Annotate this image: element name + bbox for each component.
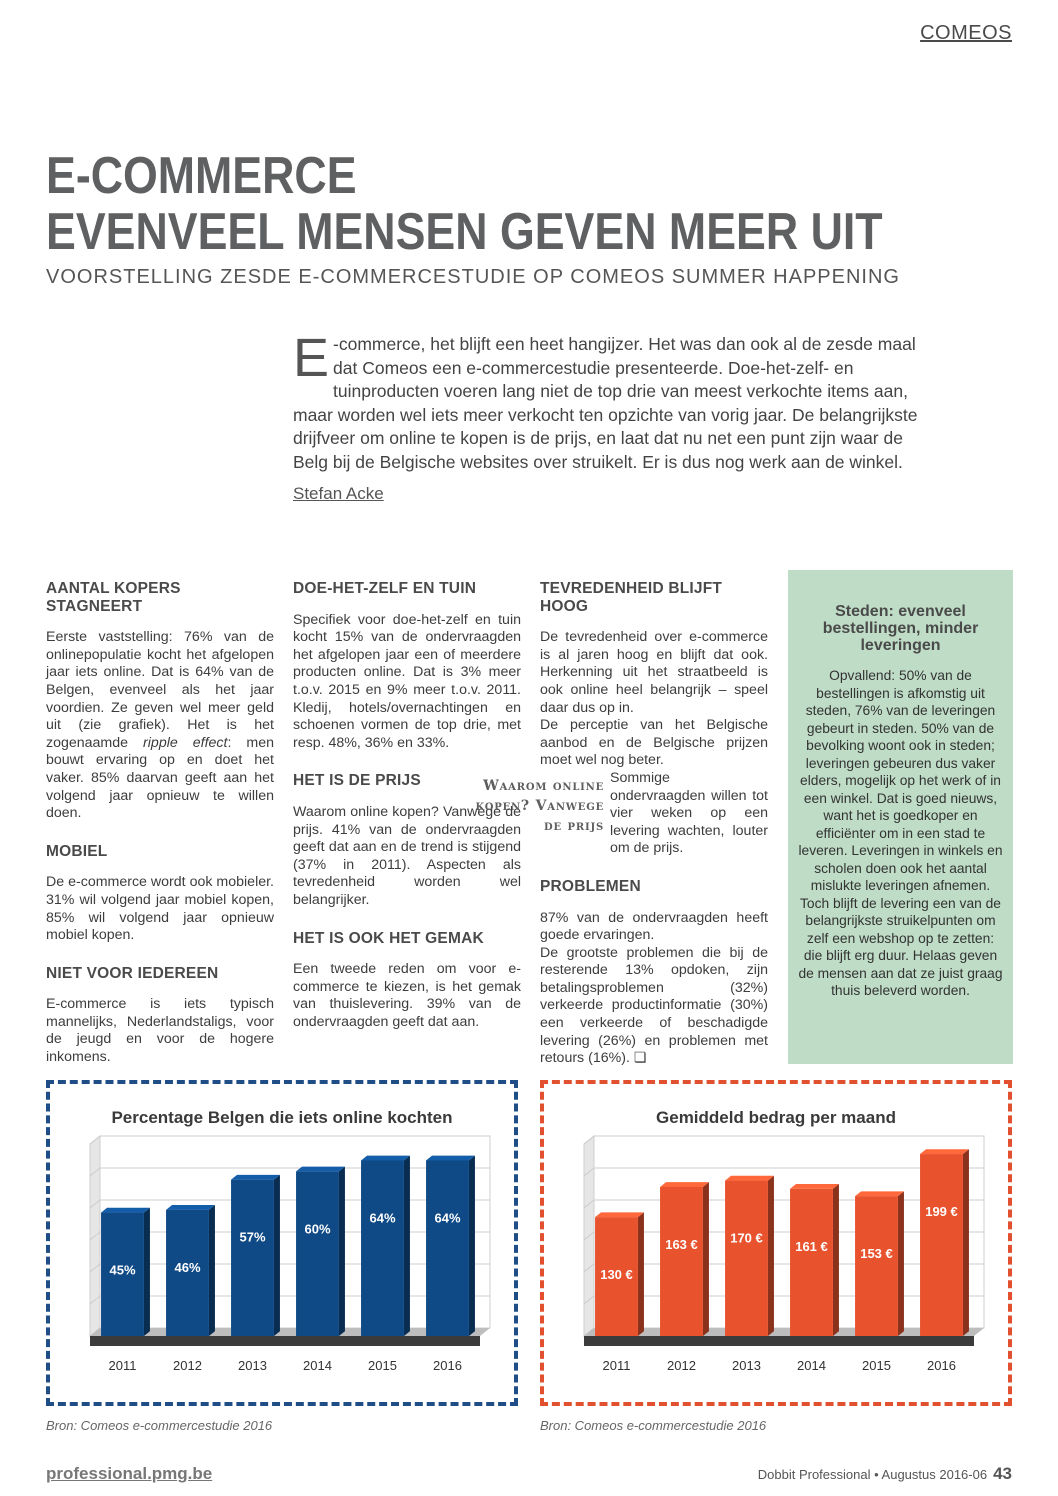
- data-label: 199 €: [925, 1204, 958, 1220]
- sidebar-box: [788, 570, 1013, 1064]
- x-tick-label: 2014: [797, 1358, 826, 1373]
- bar-top: [296, 1167, 345, 1172]
- text: De grootste problemen die bij de resterende 13% opdoken, zijn betalingsproblemen (32%) verkeerde productinformatie (30%) een verkeerde of beschadigde levering (26%) en problemen met retours (16%).: [540, 944, 768, 1067]
- x-tick-label: 2016: [927, 1358, 956, 1373]
- bar-side: [469, 1156, 475, 1336]
- chart-monthly-spend: [540, 1080, 1012, 1406]
- x-tick-label: 2011: [602, 1358, 631, 1373]
- bar-top: [426, 1156, 475, 1161]
- chart-online-buyers: [46, 1080, 518, 1406]
- section-heading: AANTAL KOPERS STAGNEERT: [46, 580, 181, 615]
- data-label: 161 €: [795, 1238, 828, 1254]
- bar-side: [144, 1208, 150, 1336]
- bar-top: [595, 1212, 644, 1217]
- intro-paragraph: [293, 328, 933, 474]
- paragraph: De e-commerce wordt ook mobieler. 31% wil volgend jaar mobiel kopen, 85% wil volgend jaar opnieuw mobiel kopen.: [46, 874, 274, 944]
- bar-top: [101, 1208, 150, 1213]
- drop-cap: E: [293, 328, 330, 388]
- chart-title: Percentage Belgen die iets online kochten: [111, 1108, 453, 1127]
- paragraph: [46, 629, 274, 823]
- title-line-1: E-COMMERCE: [46, 147, 357, 205]
- publication-name: Dobbit Professional • Augustus 2016-06: [757, 1467, 988, 1482]
- bar-top: [725, 1176, 774, 1181]
- bar-top: [790, 1184, 839, 1189]
- x-tick-label: 2015: [368, 1358, 397, 1373]
- section-heading: MOBIEL: [46, 842, 108, 860]
- section-heading: DOE-HET-ZELF EN TUIN: [293, 580, 477, 597]
- column-1: [46, 580, 274, 1087]
- chart-monthly-spend-plot: [544, 1084, 1008, 1402]
- section-heading: HET IS DE PRIJS: [293, 772, 421, 790]
- bar: [231, 1180, 274, 1336]
- section-heading: TEVREDENHEID BLIJFT HOOG: [540, 580, 723, 615]
- x-tick-label: 2012: [667, 1358, 696, 1373]
- paragraph: Sommige ondervraagden willen tot vier weken op een levering wachten, louter om de prijs.: [610, 769, 768, 857]
- bar-side: [703, 1182, 709, 1336]
- author-link[interactable]: Stefan Acke: [293, 484, 384, 503]
- bar: [660, 1187, 703, 1336]
- bar: [426, 1160, 469, 1336]
- bar-top: [855, 1191, 904, 1196]
- bar: [296, 1171, 339, 1336]
- bar: [920, 1154, 963, 1336]
- data-label: 46%: [174, 1259, 201, 1275]
- bar-side: [898, 1191, 904, 1336]
- chart-floor-edge: [90, 1336, 480, 1346]
- paragraph: De tevredenheid over e-commerce is al jaren hoog en blijft dat ook. Herkenning uit het straatbeeld is ook online heel belangrijk – speel daar dus op in.: [540, 629, 768, 716]
- x-tick-label: 2012: [173, 1358, 202, 1373]
- bar-side: [404, 1156, 410, 1336]
- paragraph: E-commerce is iets typisch mannelijks, Nederlandstaligs, voor de jeugd en voor de hogere inkomens.: [46, 996, 274, 1066]
- text: Eerste vaststelling: 76% van de onlinepopulatie kocht het afgelopen jaar iets online. Dat is 64% van de Belgen, evenveel als het jaar voordien. Ze geven wel meer geld uit (zie grafiek). Het is het zogenaamde: [46, 629, 274, 751]
- x-tick-label: 2011: [108, 1358, 137, 1373]
- section-tag: COMEOS: [920, 22, 1012, 44]
- data-label: 60%: [304, 1221, 331, 1237]
- chart-title: Gemiddeld bedrag per maand: [656, 1108, 896, 1127]
- chart-source: Bron: Comeos e-commercestudie 2016: [46, 1418, 273, 1433]
- bar-side: [638, 1212, 644, 1336]
- data-label: 170 €: [730, 1230, 763, 1246]
- subtitle: VOORSTELLING ZESDE E-COMMERCESTUDIE OP COMEOS SUMMER HAPPENING: [46, 266, 900, 288]
- footer-publication: [758, 1464, 1012, 1484]
- bar-side: [833, 1184, 839, 1336]
- bar-top: [361, 1156, 410, 1161]
- page-number: 43: [993, 1464, 1012, 1483]
- section-heading: NIET VOOR IEDEREEN: [46, 964, 219, 982]
- bar-top: [660, 1182, 709, 1187]
- bar: [855, 1196, 898, 1336]
- data-label: 153 €: [860, 1246, 893, 1262]
- x-tick-label: 2013: [732, 1358, 761, 1373]
- chart-source: Bron: Comeos e-commercestudie 2016: [540, 1418, 767, 1433]
- bar-side: [963, 1149, 969, 1336]
- paragraph: 87% van de ondervraagden heeft goede ervaringen.: [540, 909, 768, 944]
- sidebar-title: Steden: evenveel bestellingen, minder leveringen: [822, 603, 979, 654]
- pull-quote: Waarom online kopen? Vanwege de prijs: [475, 778, 604, 834]
- italic-term: ripple effect: [143, 734, 228, 751]
- sidebar-body: Opvallend: 50% van de bestellingen is afkomstig uit steden, 76% van de leveringen gebeurt in steden. 50% van de bevolking woont ook in steden; leveringen gebeuren dus vaker elders, mogelijk op het werk of in een winkel. Dat is goed nieuws, want het is goedkoper en efficiënter om in een stad te leveren. Leveringen in winkels en scholen doen ook het aantal mislukte leveringen afnemen. Toch blijft de levering een van de belangrijkste struikelpunten om zelf een webshop op te zetten: die blijft erg duur. Helaas geven de mensen aan dat ze juist graag thuis beleverd worden.: [798, 668, 1003, 998]
- bar-side: [209, 1205, 215, 1336]
- x-tick-label: 2015: [862, 1358, 891, 1373]
- bar-side: [339, 1167, 345, 1336]
- intro-text: -commerce, het blijft een heet hangijzer. Het was dan ook al de zesde maal dat Comeos een e-commercestudie presenteerde. Doe-het-zelf- en tuinproducten voeren lang niet de top drie van meest verkochte items aan, maar worden wel iets meer verkocht ten opzichte van vorig jaar. De belangrijkste drijfveer om online te kopen is de prijs, en laat dat nu net een punt zijn waar de Belg bij de Belgische websites over struikelt. Er is dus nog werk aan de winkel.: [293, 334, 918, 472]
- paragraph: De perceptie van het Belgische aanbod en de Belgische prijzen moet wel nog beter.: [540, 717, 768, 769]
- data-label: 163 €: [665, 1236, 698, 1252]
- x-tick-label: 2013: [238, 1358, 267, 1373]
- data-label: 64%: [434, 1210, 461, 1226]
- x-tick-label: 2016: [433, 1358, 462, 1373]
- x-tick-label: 2014: [303, 1358, 332, 1373]
- text: : men bouwt ervaring op en doet het vaker. 85% daarvan geeft aan het volgend jaar opnieuw te willen doen.: [46, 734, 274, 822]
- paragraph: [540, 945, 768, 1068]
- title-line-2: EVENVEEL MENSEN GEVEN MEER UIT: [46, 203, 883, 261]
- data-label: 64%: [369, 1210, 396, 1226]
- data-label: 45%: [109, 1262, 136, 1278]
- section-heading: PROBLEMEN: [540, 877, 641, 895]
- chart-online-buyers-plot: [50, 1084, 514, 1402]
- bar: [725, 1181, 768, 1336]
- paragraph: Waarom online kopen? Vanwege de prijs. 41% van de ondervraagden geeft dat aan en de trend is stijgend (37% in 2011). Aspecten als tevredenheid worden wel belangrijker.: [293, 803, 521, 908]
- bar: [790, 1189, 833, 1336]
- paragraph: Specifiek voor doe-het-zelf en tuin kocht 15% van de ondervraagden het afgelopen jaar een of meerdere producten online. Dat is 3% meer t.o.v. 2015 en 9% meer t.o.v. 2011. Kledij, hotels/overnachtingen en schoenen vormen de top drie, met resp. 48%, 36% en 33%.: [293, 611, 521, 751]
- chart-floor-edge: [584, 1336, 974, 1346]
- data-label: 130 €: [600, 1267, 633, 1283]
- end-mark-icon: ❏: [633, 1050, 647, 1067]
- bar-top: [231, 1175, 280, 1180]
- bar-top: [920, 1149, 969, 1154]
- bar-side: [274, 1175, 280, 1336]
- paragraph: Een tweede reden om voor e-commerce te kiezen, is het gemak van thuislevering. 39% van de ondervraagden geeft dat aan.: [293, 961, 521, 1030]
- page-title: [46, 148, 992, 260]
- section-heading: HET IS OOK HET GEMAK: [293, 929, 484, 947]
- data-label: 57%: [239, 1229, 266, 1245]
- bar: [361, 1160, 404, 1336]
- bar-side: [768, 1176, 774, 1336]
- footer-website-link[interactable]: professional.pmg.be: [46, 1464, 213, 1483]
- bar-top: [166, 1205, 215, 1210]
